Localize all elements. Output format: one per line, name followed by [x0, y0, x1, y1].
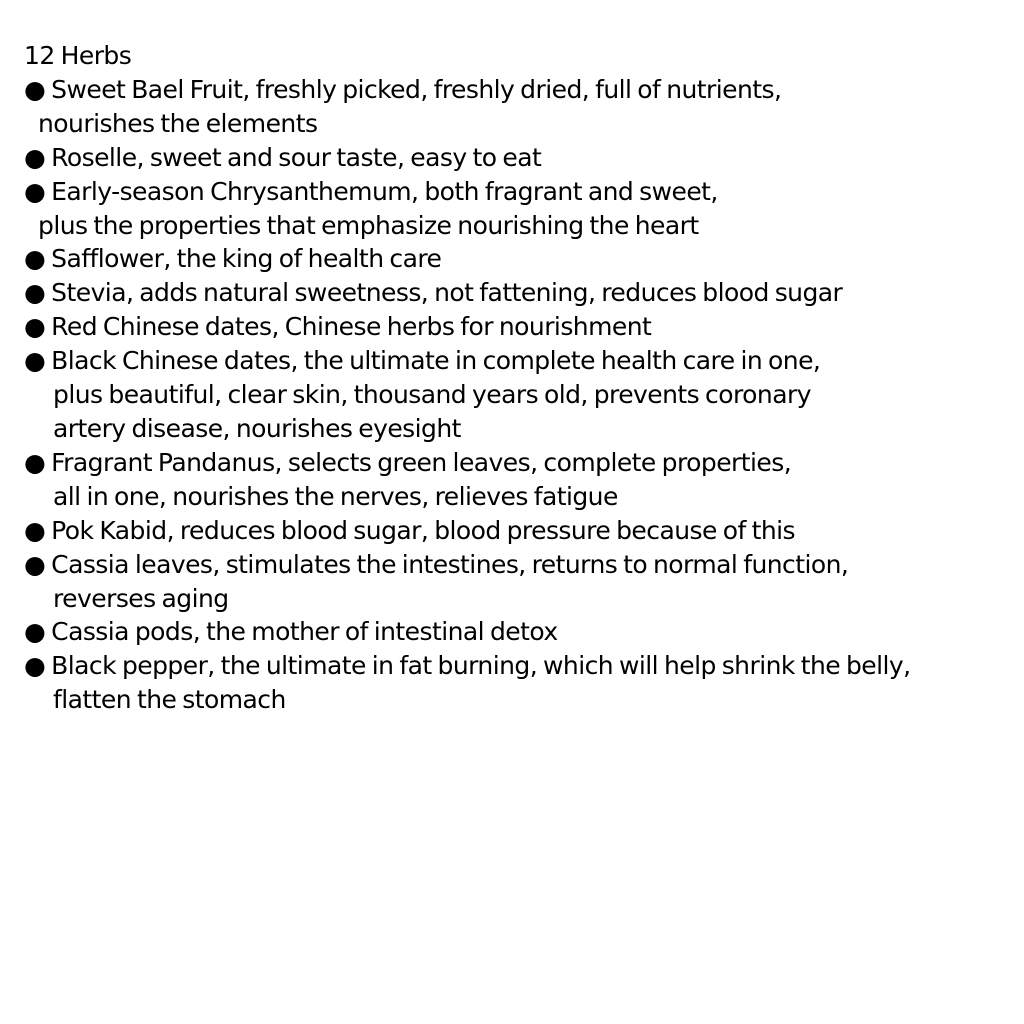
list-line-cassia-leaves-cont: reverses aging — [53, 583, 229, 613]
list-line-cassia-leaves: ● Cassia leaves, stimulates the intestines, returns to normal function, — [24, 549, 849, 579]
herb-list-document — [24, 39, 1004, 717]
list-line-black-dates-cont-1: plus beautiful, clear skin, thousand years old, prevents coronary — [53, 380, 811, 410]
list-line-cassia-pods: ● Cassia pods, the mother of intestinal detox — [24, 617, 558, 647]
list-line-chrysanthemum-cont: plus the properties that emphasize nourishing the heart — [38, 210, 699, 240]
list-line-stevia: ● Stevia, adds natural sweetness, not fattening, reduces blood sugar — [24, 278, 843, 308]
document-title: 12 Herbs — [24, 41, 132, 70]
list-line-black-dates-cont-2: artery disease, nourishes eyesight — [53, 413, 461, 443]
list-line-black-dates: ● Black Chinese dates, the ultimate in complete health care in one, — [24, 346, 821, 376]
list-line-pok-kabid: ● Pok Kabid, reduces blood sugar, blood pressure because of this — [24, 515, 796, 545]
list-line-pandanus-cont: all in one, nourishes the nerves, relieves fatigue — [53, 481, 618, 511]
list-line-pandanus: ● Fragrant Pandanus, selects green leaves, complete properties, — [24, 447, 792, 477]
list-line-bael-fruit: ● Sweet Bael Fruit, freshly picked, freshly dried, full of nutrients, — [24, 74, 782, 104]
list-line-bael-fruit-cont: nourishes the elements — [38, 108, 318, 138]
list-line-safflower: ● Safflower, the king of health care — [24, 244, 442, 274]
list-line-roselle: ● Roselle, sweet and sour taste, easy to eat — [24, 142, 542, 172]
list-line-chrysanthemum: ● Early-season Chrysanthemum, both fragrant and sweet, — [24, 176, 718, 206]
list-line-black-pepper: ● Black pepper, the ultimate in fat burning, which will help shrink the belly, — [24, 651, 911, 681]
list-line-black-pepper-cont: flatten the stomach — [53, 685, 286, 715]
list-line-red-dates: ● Red Chinese dates, Chinese herbs for nourishment — [24, 312, 652, 342]
